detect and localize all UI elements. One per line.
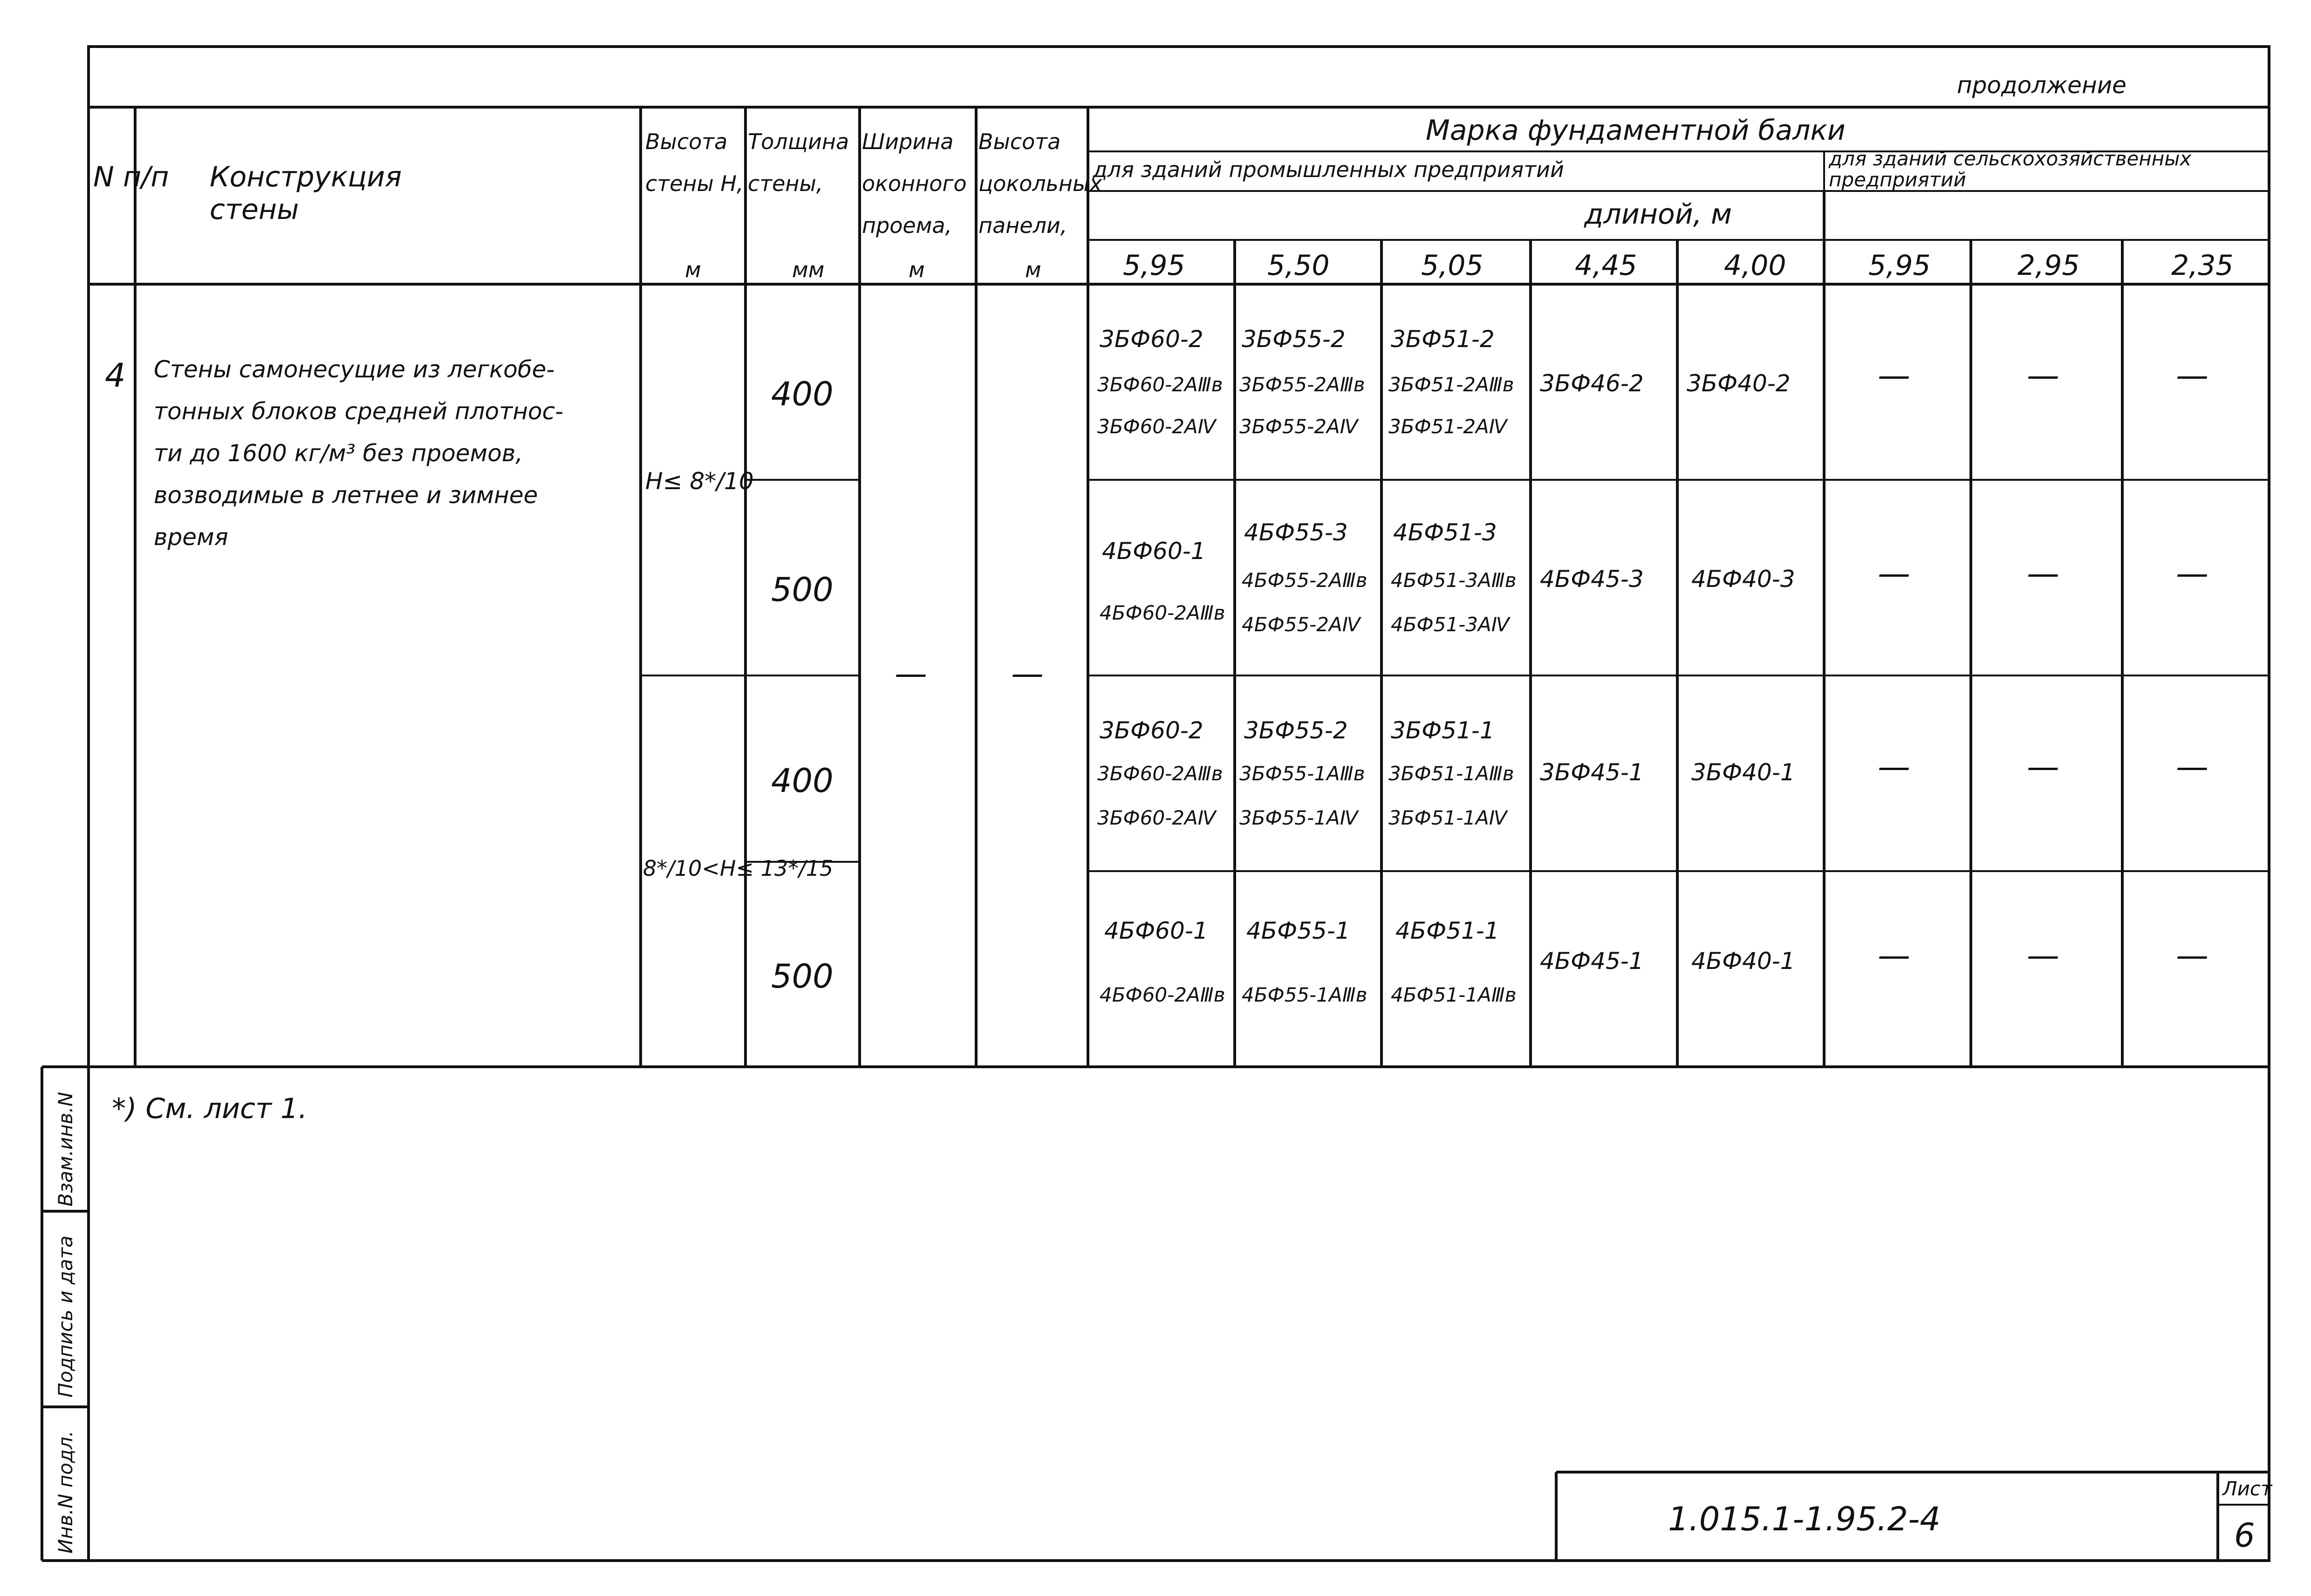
beam-mark-empty: — — [2176, 356, 2208, 395]
height-condition-1: H≤ 8*/10 — [645, 468, 754, 495]
footnote: *) См. лист 1. — [112, 1092, 308, 1125]
beam-mark: 4БФ51-3АⅢв — [1391, 569, 1517, 592]
thickness-value: 400 — [771, 762, 834, 800]
beam-mark-empty: — — [2176, 748, 2208, 786]
length-value: 5,95 — [1123, 249, 1185, 282]
col-thickness-unit: мм — [792, 257, 825, 282]
length-value: 2,95 — [2017, 249, 2080, 282]
row-number: 4 — [105, 356, 126, 395]
table-header — [93, 72, 2234, 282]
beam-mark: 4БФ55-2АⅢв — [1242, 569, 1367, 592]
thickness-value: 500 — [771, 571, 834, 609]
col-plinth-label: Высота — [978, 129, 1061, 154]
beam-mark: 3БФ45-1 — [1540, 759, 1644, 786]
beam-mark: 4БФ51-1АⅢв — [1391, 983, 1517, 1006]
length-value: 5,05 — [1421, 249, 1484, 282]
beam-mark: 4БФ51-3 — [1393, 519, 1497, 546]
beam-mark: 4БФ45-1 — [1540, 948, 1644, 975]
beam-mark: 3БФ55-2 — [1244, 717, 1348, 744]
beam-mark: 3БФ55-2АⅢв — [1239, 373, 1365, 396]
col-height-unit: м — [685, 257, 701, 282]
beam-mark: 3БФ40-1 — [1691, 759, 1795, 786]
beam-mark: 4БФ60-2АⅢв — [1100, 601, 1225, 624]
table-body — [105, 326, 2208, 1006]
sheet-number: 6 — [2234, 1516, 2255, 1555]
col-thickness-label-2: стены, — [748, 171, 823, 196]
continuation-label: продолжение — [1957, 72, 2126, 99]
col-plinth-label-3: панели, — [978, 213, 1067, 238]
beam-mark: 3БФ60-2 — [1100, 326, 1203, 353]
beam-mark: 4БФ55-1АⅢв — [1242, 983, 1367, 1006]
stamp-signature-date: Подпись и дата — [54, 1235, 77, 1398]
plinth-height-value: — — [1011, 655, 1044, 693]
height-condition-2: 8*/10<H≤ 13*/15 — [643, 856, 834, 881]
beam-mark-empty: — — [1878, 356, 1910, 395]
description-line: возводимые в летнее и зимнее — [154, 482, 538, 509]
beam-mark: 3БФ60-2АⅢв — [1097, 373, 1223, 396]
beam-mark-empty: — — [2027, 748, 2059, 786]
beam-mark: 3БФ51-1 — [1391, 717, 1495, 744]
beam-mark: 3БФ60-2АⅣ — [1097, 806, 1216, 829]
group-title: Марка фундаментной балки — [1426, 114, 1846, 147]
beam-mark: 4БФ60-2АⅢв — [1100, 983, 1225, 1006]
sheet-label: Лист — [2222, 1477, 2272, 1500]
document-code: 1.015.1-1.95.2-4 — [1668, 1500, 1941, 1538]
length-value: 4,45 — [1575, 249, 1637, 282]
beam-mark: 4БФ51-3АⅣ — [1391, 613, 1510, 636]
col-construction-label: Конструкция — [210, 161, 402, 193]
thickness-value: 400 — [771, 375, 834, 413]
beam-mark-empty: — — [1878, 936, 1910, 975]
agricultural-label: для зданий сельскохозяйственных — [1829, 147, 2192, 170]
beam-mark-empty: — — [2176, 554, 2208, 593]
beam-mark: 3БФ60-2 — [1100, 717, 1203, 744]
col-window-label-3: проема, — [862, 213, 952, 238]
beam-mark-empty: — — [2176, 936, 2208, 975]
beam-mark-empty: — — [2027, 356, 2059, 395]
col-window-label-2: оконного — [862, 171, 967, 196]
beam-mark: 4БФ55-3 — [1244, 519, 1348, 546]
thickness-value: 500 — [771, 957, 834, 996]
beam-mark: 4БФ60-1 — [1102, 538, 1206, 565]
beam-mark: 3БФ51-1АⅣ — [1388, 806, 1507, 829]
agricultural-label-2: предприятий — [1829, 168, 1966, 191]
length-value: 4,00 — [1724, 249, 1786, 282]
title-block-texts — [1668, 1477, 2273, 1555]
beam-mark: 4БФ40-3 — [1691, 566, 1795, 593]
beam-mark-empty: — — [1878, 554, 1910, 593]
stamp-replace-inv: Взам.инв.N — [54, 1091, 77, 1207]
beam-mark: 3БФ51-2 — [1391, 326, 1495, 353]
beam-mark: 3БФ55-2 — [1242, 326, 1346, 353]
beam-mark: 4БФ60-1 — [1104, 917, 1208, 944]
stamp-inv-orig: Инв.N подл. — [54, 1430, 77, 1554]
beam-mark: 4БФ40-1 — [1691, 948, 1795, 975]
beam-mark: 3БФ40-2 — [1687, 370, 1791, 397]
length-value: 2,35 — [2171, 249, 2234, 282]
col-plinth-label-2: цокольных — [978, 171, 1102, 196]
beam-mark: 3БФ55-1АⅢв — [1239, 762, 1365, 785]
beam-mark: 4БФ45-3 — [1540, 566, 1644, 593]
description-line: Стены самонесущие из легкобе- — [154, 356, 555, 383]
beam-mark: 4БФ51-1 — [1395, 917, 1499, 944]
col-thickness-label: Толщина — [748, 129, 849, 154]
industrial-label: для зданий промышленных предприятий — [1093, 157, 1564, 182]
beam-mark: 4БФ55-2АⅣ — [1242, 613, 1361, 636]
beam-mark: 3БФ55-2АⅣ — [1239, 415, 1358, 438]
col-window-unit: м — [909, 257, 925, 282]
description-line: ти до 1600 кг/м³ без проемов, — [154, 440, 523, 467]
col-height-label: Высота — [645, 129, 728, 154]
description-line: тонных блоков средней плотнос- — [154, 398, 564, 425]
side-stamp — [54, 1092, 77, 1554]
description-line: время — [154, 524, 228, 551]
beam-mark: 4БФ55-1 — [1246, 917, 1350, 944]
beam-mark: 3БФ51-2АⅢв — [1388, 373, 1514, 396]
col-construction-label-2: стены — [210, 193, 299, 226]
length-label: длиной, м — [1584, 198, 1732, 231]
beam-mark-empty: — — [2027, 554, 2059, 593]
length-value: 5,95 — [1868, 249, 1931, 282]
col-plinth-unit: м — [1025, 257, 1041, 282]
beam-mark-empty: — — [1878, 748, 1910, 786]
beam-mark: 3БФ60-2АⅢв — [1097, 762, 1223, 785]
window-width-value: — — [895, 655, 927, 693]
col-num-label: N п/п — [93, 161, 169, 193]
beam-mark: 3БФ46-2 — [1540, 370, 1644, 397]
beam-mark-empty: — — [2027, 936, 2059, 975]
col-height-label-2: стены Н, — [645, 171, 744, 196]
length-value: 5,50 — [1267, 249, 1330, 282]
beam-mark: 3БФ51-2АⅣ — [1388, 415, 1507, 438]
beam-mark: 3БФ55-1АⅣ — [1239, 806, 1358, 829]
beam-mark: 3БФ51-1АⅢв — [1388, 762, 1514, 785]
beam-mark: 3БФ60-2АⅣ — [1097, 415, 1216, 438]
col-window-label: Ширина — [862, 129, 954, 154]
